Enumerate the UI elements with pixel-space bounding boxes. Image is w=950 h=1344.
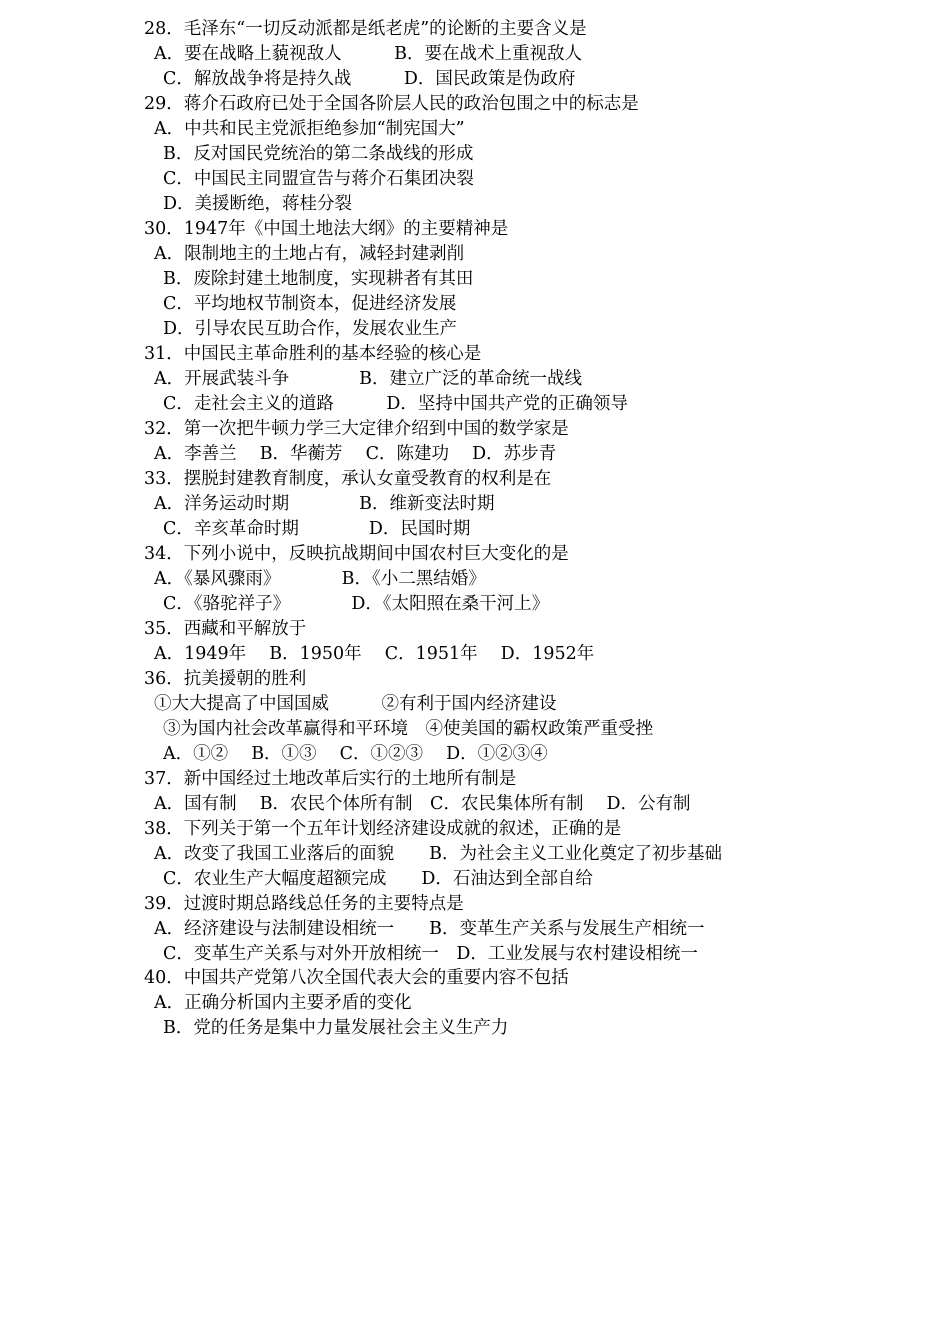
question-38-options-row-2: C．农业生产大幅度超额完成 D．石油达到全部自给: [163, 869, 593, 889]
question-31-options-row-1: A．开展武装斗争 B．建立广泛的革命统一战线: [154, 369, 582, 389]
question-30-option-b: B．废除封建土地制度，实现耕者有其田: [163, 269, 474, 289]
question-28-options-row-1: A．要在战略上藐视敌人 B．要在战术上重视敌人: [154, 44, 582, 64]
question-30-stem: 30．1947年《中国土地法大纲》的主要精神是: [144, 219, 509, 239]
question-38-options-row-1: A．改变了我国工业落后的面貌 B．为社会主义工业化奠定了初步基础: [154, 844, 722, 864]
question-37-stem: 37．新中国经过土地改革后实行的土地所有制是: [144, 769, 517, 789]
question-35-options-row: A．1949年 B．1950年 C．1951年 D．1952年: [154, 644, 595, 664]
question-40-stem: 40．中国共产党第八次全国代表大会的重要内容不包括: [144, 968, 569, 988]
question-36-options-row: A．①② B．①③ C．①②③ D．①②③④: [163, 744, 548, 764]
question-29-option-c: C．中国民主同盟宣告与蒋介石集团决裂: [163, 169, 474, 189]
question-32-stem: 32．第一次把牛顿力学三大定律介绍到中国的数学家是: [144, 419, 569, 439]
question-39-stem: 39．过渡时期总路线总任务的主要特点是: [144, 894, 464, 914]
question-36-statements-row-2: ③为国内社会改革赢得和平环境 ④使美国的霸权政策严重受挫: [163, 719, 653, 739]
question-39-options-row-2: C．变革生产关系与对外开放相统一 D．工业发展与农村建设相统一: [163, 944, 698, 964]
question-37-options-row: A．国有制 B．农民个体所有制 C．农民集体所有制 D．公有制: [154, 794, 691, 814]
question-31-options-row-2: C．走社会主义的道路 D．坚持中国共产党的正确领导: [163, 394, 628, 414]
question-34-options-row-1: A．《暴风骤雨》 B．《小二黑结婚》: [154, 569, 486, 589]
question-34-stem: 34．下列小说中，反映抗战期间中国农村巨大变化的是: [144, 544, 569, 564]
question-29-option-a: A．中共和民主党派拒绝参加“制宪国大”: [154, 119, 465, 139]
question-33-options-row-2: C．辛亥革命时期 D．民国时期: [163, 519, 471, 539]
question-36-statements-row-1: ①大大提高了中国国威 ②有利于国内经济建设: [154, 694, 557, 714]
question-30-option-a: A．限制地主的土地占有，减轻封建剥削: [154, 244, 465, 264]
question-33-stem: 33．摆脱封建教育制度，承认女童受教育的权利是在: [144, 469, 552, 489]
question-40-option-b: B．党的任务是集中力量发展社会主义生产力: [163, 1018, 509, 1038]
question-36-stem: 36．抗美援朝的胜利: [144, 669, 307, 689]
question-35-stem: 35．西藏和平解放于: [144, 619, 307, 639]
question-28-options-row-2: C．解放战争将是持久战 D．国民政策是伪政府: [163, 69, 576, 89]
question-34-options-row-2: C．《骆驼祥子》 D．《太阳照在桑干河上》: [163, 594, 550, 614]
question-28-stem: 28．毛泽东“一切反动派都是纸老虎”的论断的主要含义是: [144, 19, 587, 39]
question-32-options-row: A．李善兰 B．华蘅芳 C．陈建功 D．苏步青: [154, 444, 557, 464]
question-30-option-c: C．平均地权节制资本，促进经济发展: [163, 294, 457, 314]
question-38-stem: 38．下列关于第一个五年计划经济建设成就的叙述，正确的是: [144, 819, 622, 839]
question-30-option-d: D．引导农民互助合作，发展农业生产: [163, 319, 458, 339]
question-29-stem: 29．蒋介石政府已处于全国各阶层人民的政治包围之中的标志是: [144, 94, 639, 114]
question-29-option-b: B．反对国民党统治的第二条战线的形成: [163, 144, 474, 164]
question-31-stem: 31．中国民主革命胜利的基本经验的核心是: [144, 344, 482, 364]
question-39-options-row-1: A．经济建设与法制建设相统一 B．变革生产关系与发展生产相统一: [154, 919, 705, 939]
question-29-option-d: D．美援断绝，蒋桂分裂: [163, 194, 353, 214]
question-33-options-row-1: A．洋务运动时期 B．维新变法时期: [154, 494, 495, 514]
question-40-option-a: A．正确分析国内主要矛盾的变化: [154, 993, 412, 1013]
